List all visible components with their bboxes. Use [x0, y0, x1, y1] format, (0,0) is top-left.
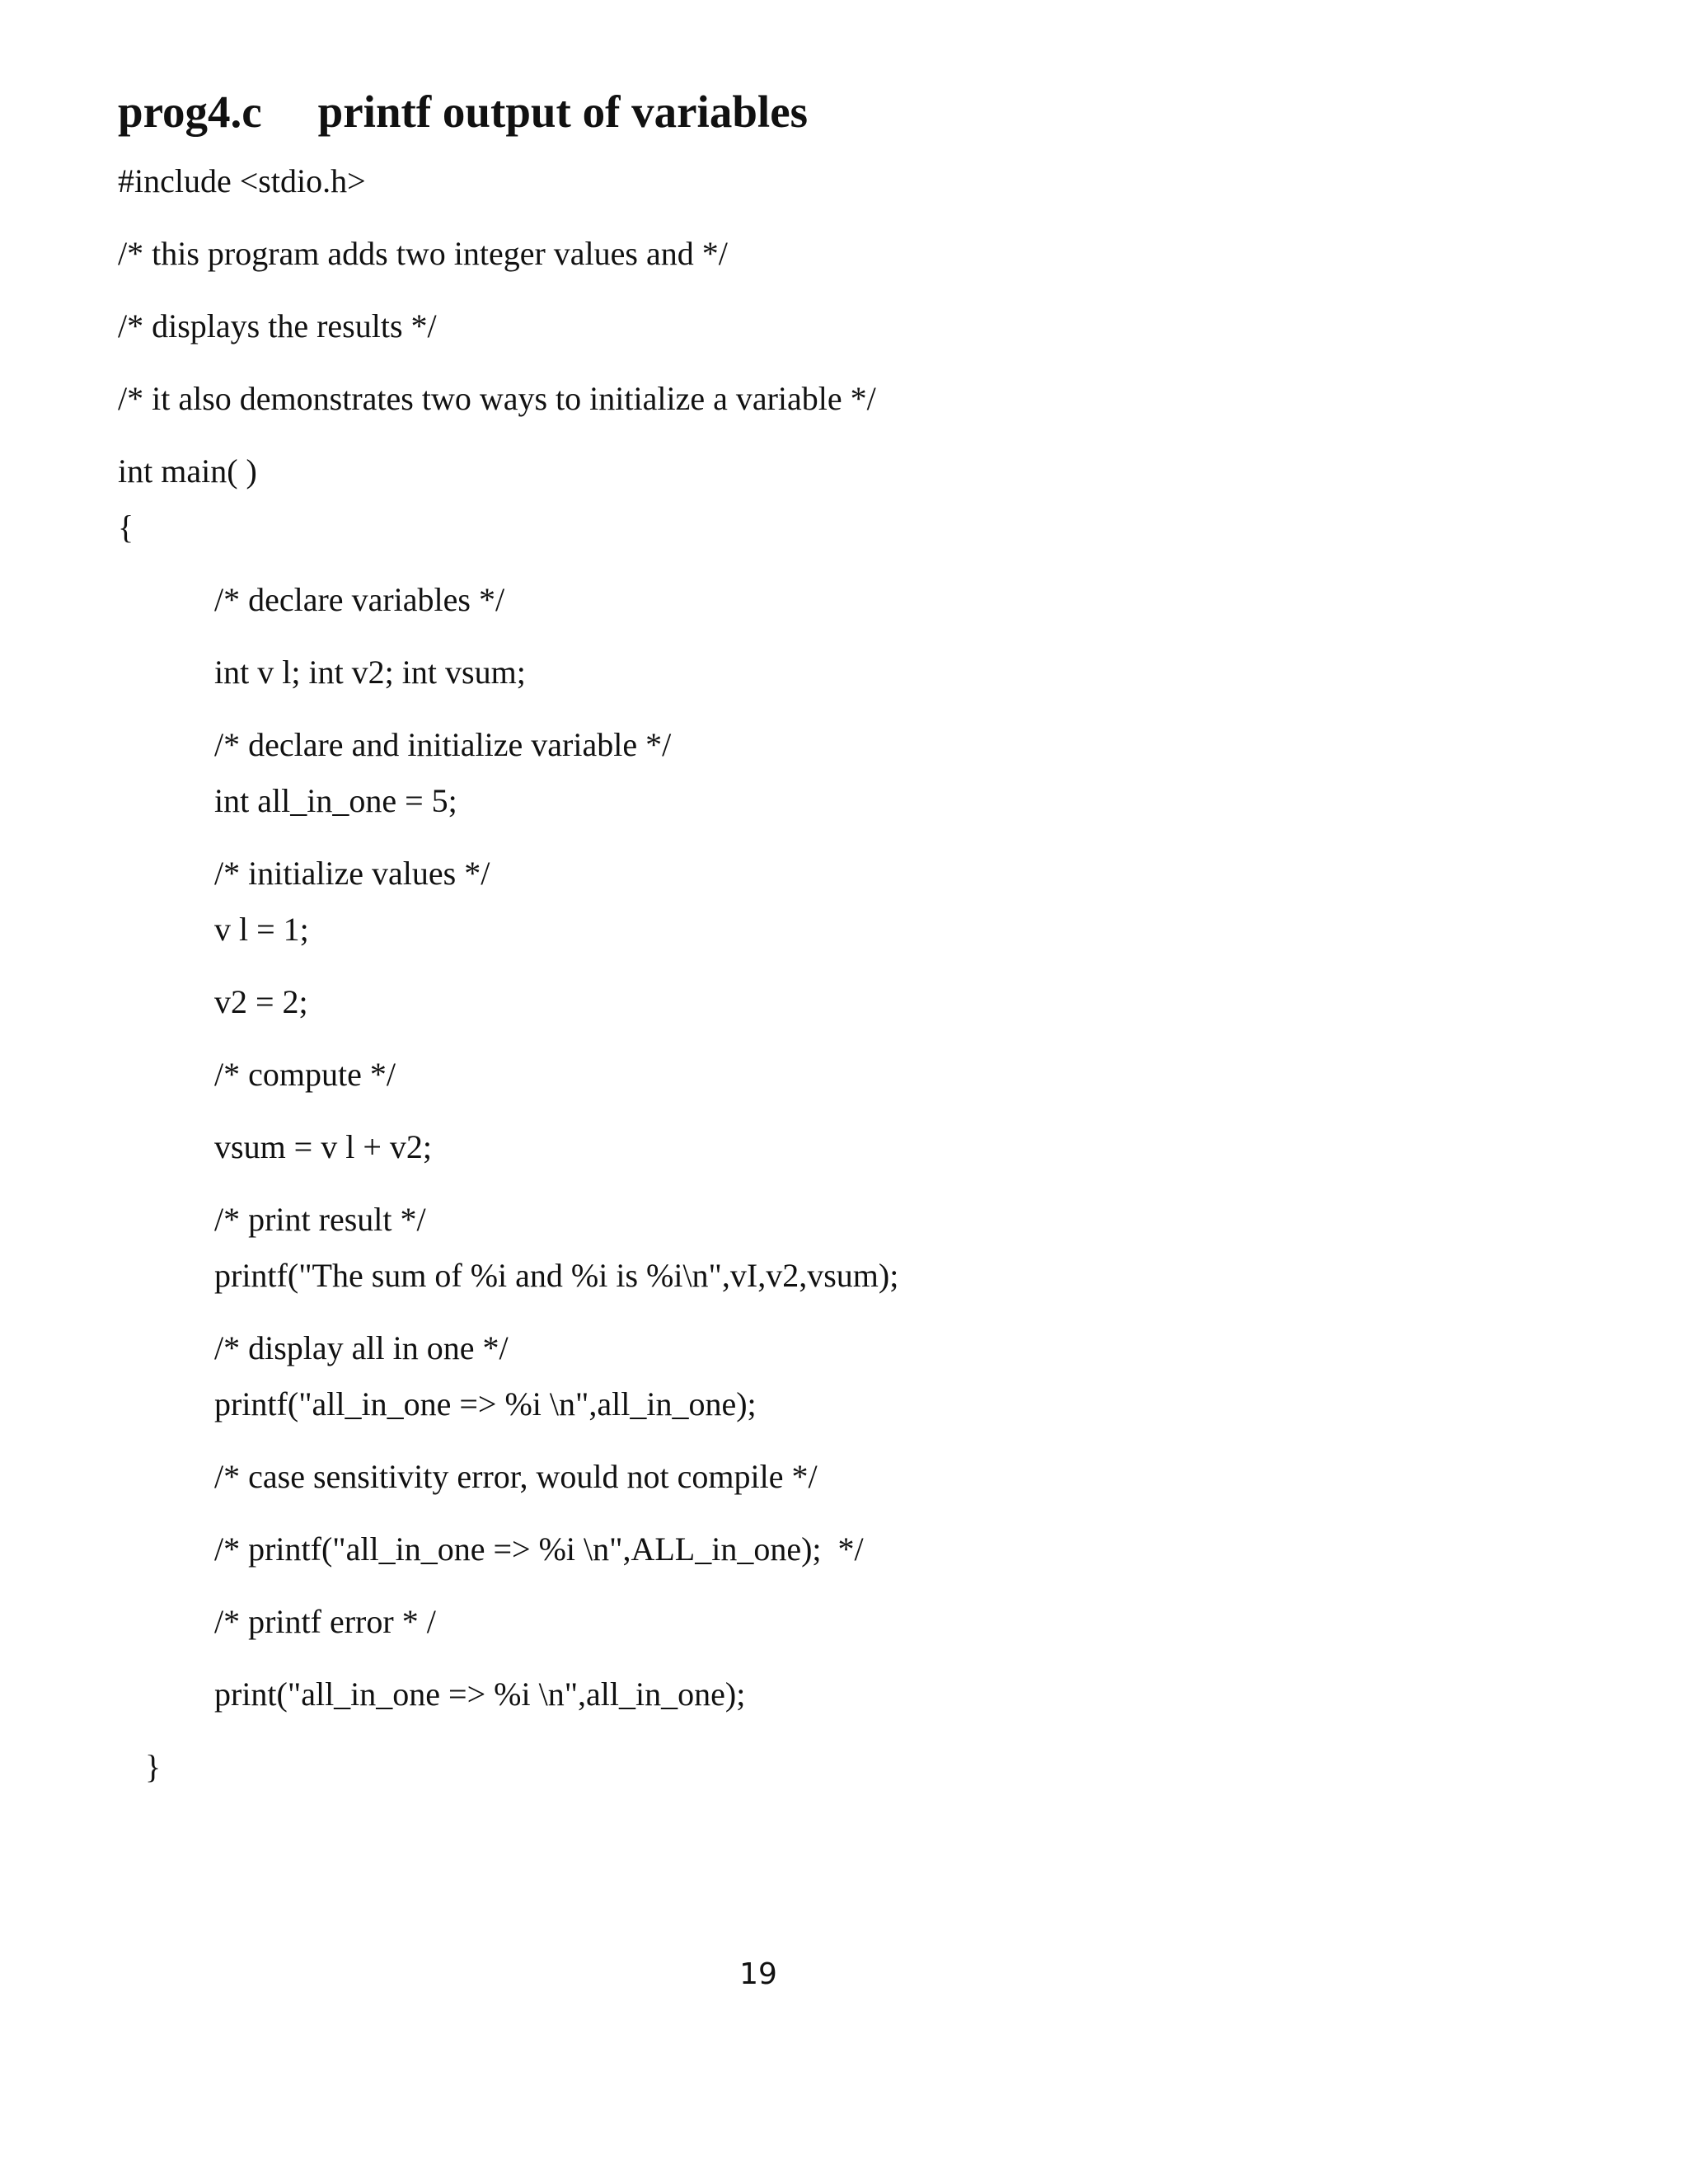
code-line-include: #include <stdio.h> — [118, 162, 366, 199]
code-line-open-brace: { — [118, 509, 134, 546]
code-line-all-in-one: int all_in_one = 5; — [214, 782, 457, 819]
code-line-comment-3: /* it also demonstrates two ways to initialize a variable */ — [118, 380, 876, 417]
title-filename: prog4.c — [118, 87, 262, 137]
code-line-comment-2: /* displays the results */ — [118, 307, 437, 344]
code-line-init-comment: /* declare and initialize variable */ — [214, 726, 672, 763]
code-line-declare-comment: /* declare variables */ — [214, 581, 505, 618]
code-line-vsum: vsum = v l + v2; — [214, 1128, 433, 1165]
code-line-comment-1: /* this program adds two integer values and */ — [118, 235, 728, 272]
code-line-compute-comment: /* compute */ — [214, 1056, 396, 1093]
code-line-printf-all: printf("all_in_one => %i \n",all_in_one); — [214, 1385, 757, 1422]
code-line-print-call: print("all_in_one => %i \n",all_in_one); — [214, 1675, 746, 1713]
code-line-main: int main( ) — [118, 452, 257, 490]
code-line-close-brace: } — [145, 1748, 162, 1785]
page-number: 19 — [739, 1957, 777, 1991]
code-line-printf-error-comment: /* printf error * / — [214, 1603, 436, 1640]
code-line-print-comment: /* print result */ — [214, 1201, 426, 1238]
code-line-v1-assign: v l = 1; — [214, 911, 309, 948]
page-title — [118, 87, 809, 137]
code-line-v2-assign: v2 = 2; — [214, 983, 308, 1020]
title-subtitle: printf output of variables — [317, 87, 809, 137]
code-line-commented-printf: /* printf("all_in_one => %i \n",ALL_in_one); */ — [214, 1530, 864, 1568]
code-line-display-comment: /* display all in one */ — [214, 1329, 509, 1366]
code-line-initialize-comment: /* initialize values */ — [214, 855, 490, 892]
code-line-case-comment: /* case sensitivity error, would not compile */ — [214, 1458, 818, 1495]
code-line-printf-sum: printf("The sum of %i and %i is %i\n",vI,v2,vsum); — [214, 1257, 899, 1294]
code-line-declare: int v l; int v2; int vsum; — [214, 654, 526, 691]
